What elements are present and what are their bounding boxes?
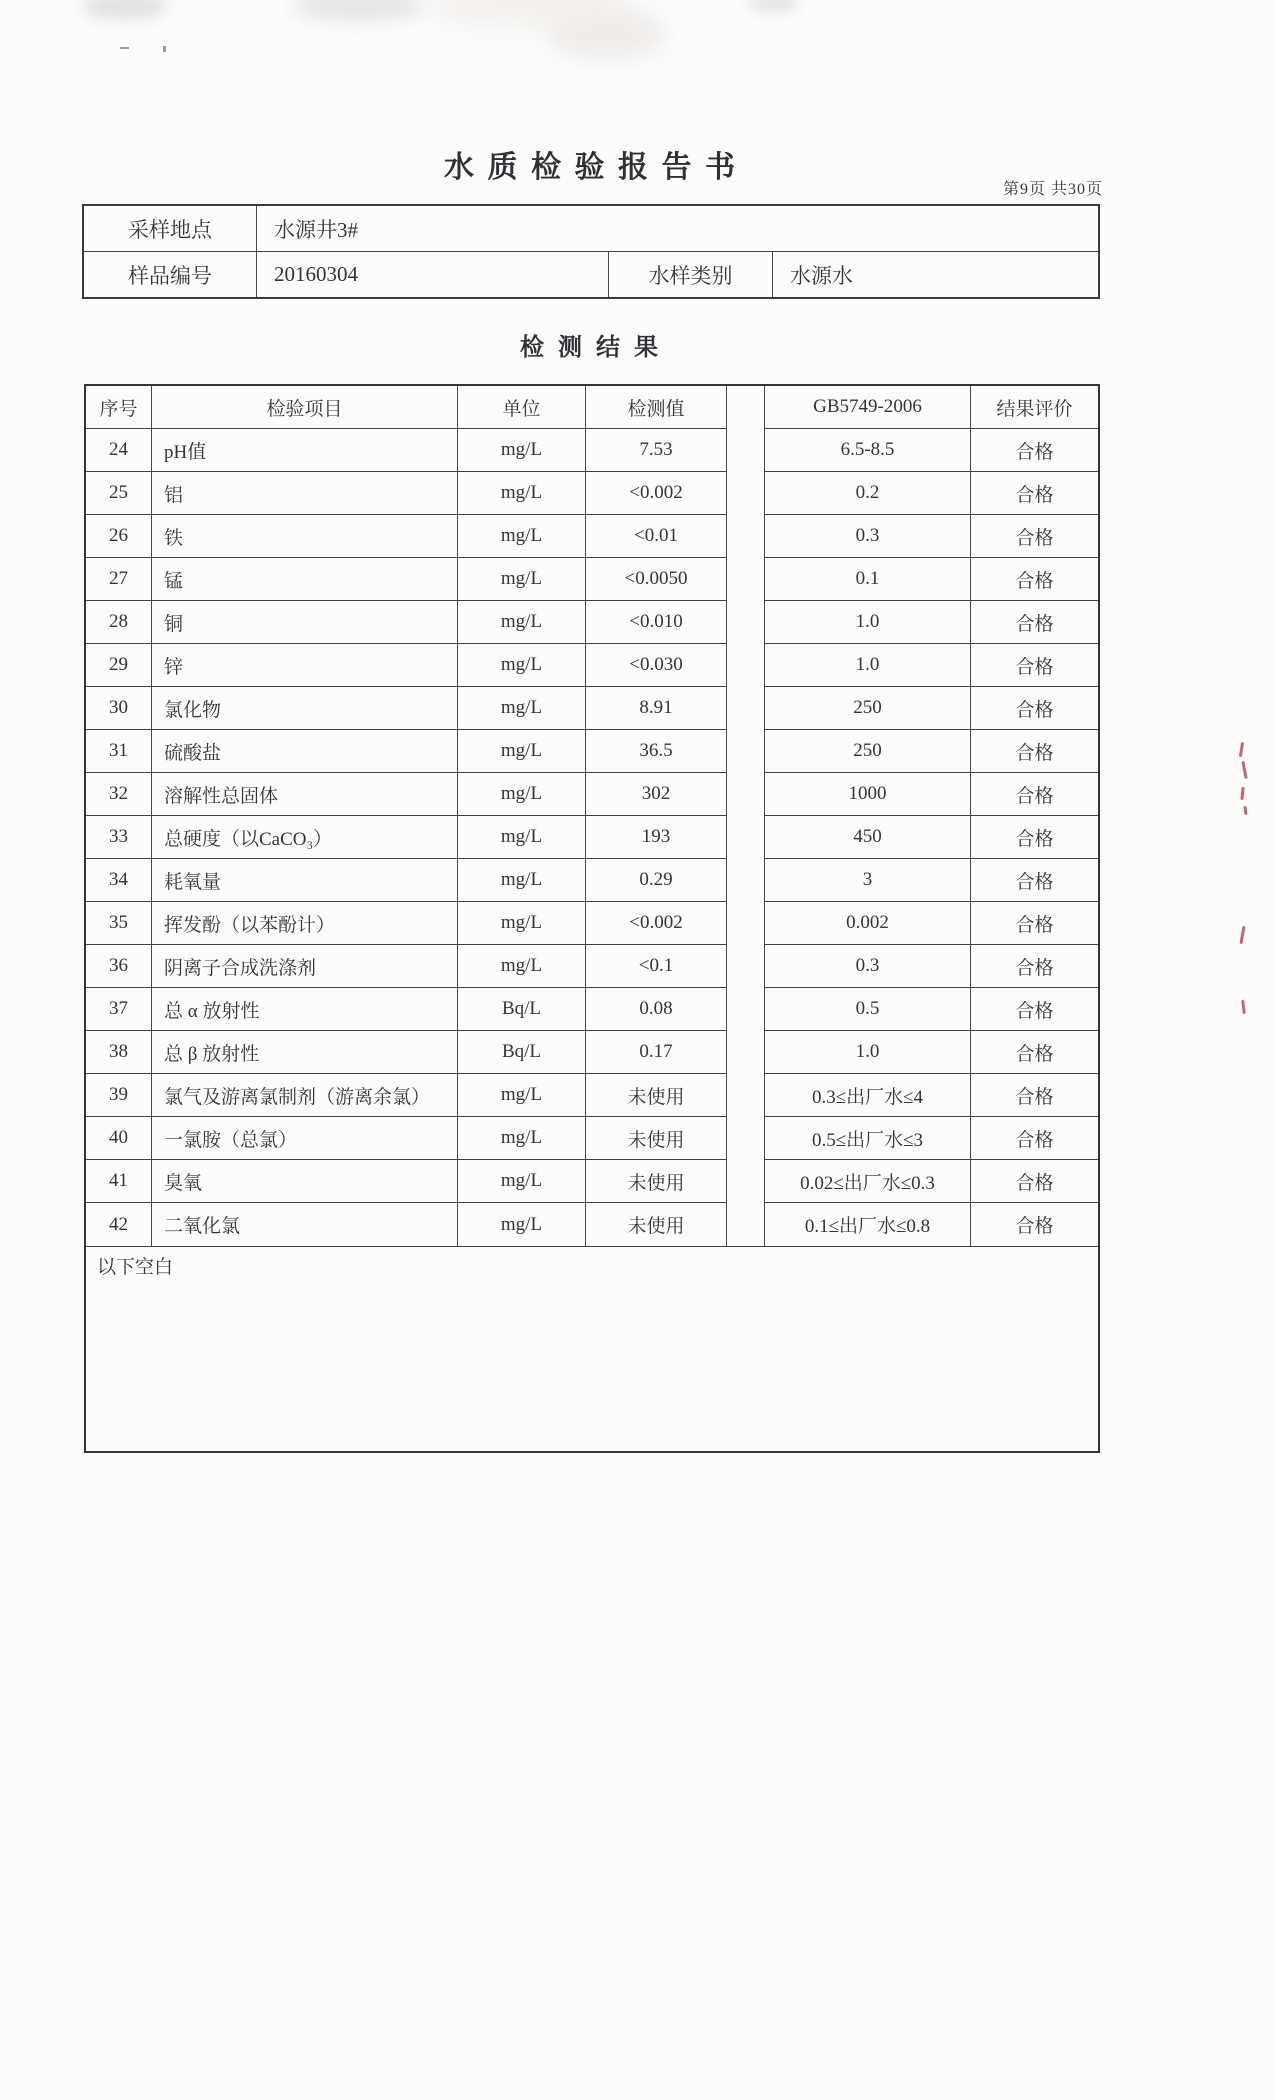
gap-column [727, 1031, 765, 1074]
cell-no: 27 [86, 558, 152, 601]
cell-standard: 0.002 [765, 902, 971, 945]
cell-unit: mg/L [458, 1203, 586, 1246]
cell-value: 0.29 [586, 859, 727, 902]
gap-column [727, 1074, 765, 1117]
gap-column [727, 816, 765, 859]
red-pen-mark [1239, 742, 1244, 757]
scan-smudge [548, 8, 666, 60]
cell-evaluation: 合格 [971, 902, 1098, 945]
cell-unit: mg/L [458, 902, 586, 945]
table-row [86, 558, 1098, 601]
cell-item: 耗氧量 [152, 859, 458, 902]
cell-item: 锰 [152, 558, 458, 601]
cell-value: 193 [586, 816, 727, 859]
gap-column [727, 988, 765, 1031]
table-row [86, 1031, 1098, 1074]
sample-number-value: 20160304 [257, 252, 609, 297]
table-row [86, 730, 1098, 773]
gap-column [727, 386, 765, 429]
table-row [86, 816, 1098, 859]
sample-info-table [82, 204, 1100, 299]
cell-unit: mg/L [458, 1117, 586, 1160]
cell-evaluation: 合格 [971, 429, 1098, 472]
cell-value: 302 [586, 773, 727, 816]
cell-no: 34 [86, 859, 152, 902]
cell-no: 36 [86, 945, 152, 988]
cell-value: <0.01 [586, 515, 727, 558]
sampling-location-value: 水源井3# [274, 217, 358, 242]
red-pen-mark [1243, 806, 1247, 815]
header-value: 检测值 [586, 386, 727, 429]
scan-speck [163, 46, 166, 52]
cell-item: 氯气及游离氯制剂（游离余氯） [152, 1074, 458, 1117]
cell-evaluation: 合格 [971, 1074, 1098, 1117]
cell-value: <0.010 [586, 601, 727, 644]
cell-unit: mg/L [458, 773, 586, 816]
cell-value: 未使用 [586, 1203, 727, 1246]
cell-standard: 6.5-8.5 [765, 429, 971, 472]
cell-unit: mg/L [458, 429, 586, 472]
sampling-location-label: 采样地点 [84, 206, 257, 251]
cell-evaluation: 合格 [971, 1160, 1098, 1203]
cell-no: 26 [86, 515, 152, 558]
table-row [86, 859, 1098, 902]
header-no: 序号 [86, 386, 152, 429]
cell-evaluation: 合格 [1015, 1216, 1054, 1237]
cell-standard: 250 [765, 687, 971, 730]
red-pen-mark [1241, 1000, 1246, 1014]
cell-item: 臭氧 [152, 1160, 458, 1203]
results-header-row [86, 386, 1098, 429]
cell-item: 二氧化氯 [152, 1203, 458, 1246]
section-title: 检 测 结 果 [520, 335, 662, 361]
cell-unit: mg/L [458, 687, 586, 730]
cell-evaluation: 合格 [971, 816, 1098, 859]
table-row [86, 988, 1098, 1031]
cell-evaluation: 合格 [971, 773, 1098, 816]
cell-item: 锌 [152, 644, 458, 687]
cell-value: <0.030 [586, 644, 727, 687]
cell-item: 铁 [152, 515, 458, 558]
cell-standard: 0.3≤出厂水≤4 [765, 1074, 971, 1117]
cell-value: 0.17 [586, 1031, 727, 1074]
gap-column [727, 601, 765, 644]
cell-value: <0.0050 [586, 558, 727, 601]
header-unit: 单位 [458, 386, 586, 429]
table-row [86, 773, 1098, 816]
cell-value: <0.002 [586, 472, 727, 515]
cell-item: 总硬度（以CaCO₃） [152, 816, 458, 859]
table-row [86, 429, 1098, 472]
cell-evaluation: 合格 [971, 601, 1098, 644]
cell-standard: 3 [765, 859, 971, 902]
gap-column [727, 773, 765, 816]
cell-no: 38 [86, 1031, 152, 1074]
red-pen-mark [1240, 787, 1244, 800]
cell-item: 总 β 放射性 [152, 1031, 458, 1074]
cell-standard: 0.1 [765, 558, 971, 601]
cell-no: 25 [86, 472, 152, 515]
cell-value: 未使用 [586, 1074, 727, 1117]
gap-column [727, 730, 765, 773]
water-type-value: 水源水 [790, 263, 853, 288]
cell-item: 铝 [152, 472, 458, 515]
cell-item: 硫酸盐 [152, 730, 458, 773]
cell-value: 0.08 [586, 988, 727, 1031]
table-row [86, 945, 1098, 988]
cell-standard: 1.0 [765, 1031, 971, 1074]
cell-item: 溶解性总固体 [152, 773, 458, 816]
red-pen-mark [1239, 926, 1245, 944]
cell-evaluation: 合格 [971, 945, 1098, 988]
cell-evaluation: 合格 [971, 644, 1098, 687]
cell-standard: 1000 [765, 773, 971, 816]
scan-smudge [430, 0, 630, 26]
cell-value: 未使用 [586, 1160, 727, 1203]
page-number: 第9页 共30页 [1002, 181, 1103, 198]
cell-unit: mg/L [458, 1074, 586, 1117]
scan-smudge [748, 0, 800, 12]
gap-column [727, 429, 765, 472]
cell-evaluation: 合格 [971, 472, 1098, 515]
cell-evaluation: 合格 [971, 687, 1098, 730]
cell-no: 40 [86, 1117, 152, 1160]
cell-value: 7.53 [586, 429, 727, 472]
cell-unit: mg/L [458, 816, 586, 859]
report-title: 水 质 检 验 报 告 书 [444, 151, 738, 184]
cell-value: 未使用 [586, 1117, 727, 1160]
gap-column [727, 644, 765, 687]
scan-smudge [82, 0, 168, 20]
gap-column [727, 902, 765, 945]
cell-standard: 0.2 [765, 472, 971, 515]
gap-column [727, 1117, 765, 1160]
cell-standard: 250 [765, 730, 971, 773]
cell-evaluation: 合格 [971, 515, 1098, 558]
red-pen-mark [1241, 761, 1247, 779]
cell-standard: 0.02≤出厂水≤0.3 [765, 1160, 971, 1203]
cell-standard: 0.1≤出厂水≤0.8 [765, 1203, 971, 1246]
cell-no: 31 [86, 730, 152, 773]
gap-column [727, 1160, 765, 1203]
cell-standard: 0.3 [765, 945, 971, 988]
table-row [86, 902, 1098, 945]
cell-standard: 1.0 [765, 644, 971, 687]
cell-value: 36.5 [586, 730, 727, 773]
header-standard: GB5749-2006 [765, 386, 971, 429]
table-row [86, 687, 1098, 730]
gap-column [727, 515, 765, 558]
cell-no: 33 [86, 816, 152, 859]
cell-evaluation: 合格 [971, 558, 1098, 601]
blank-note: 以下空白 [97, 1257, 174, 1278]
results-table [84, 384, 1100, 1453]
cell-unit: mg/L [458, 644, 586, 687]
cell-item: 总 α 放射性 [152, 988, 458, 1031]
table-row [86, 515, 1098, 558]
cell-item: 一氯胺（总氯） [152, 1117, 458, 1160]
table-row [86, 472, 1098, 515]
cell-evaluation: 合格 [971, 859, 1098, 902]
header-evaluation: 结果评价 [971, 386, 1098, 429]
table-row [86, 1203, 1098, 1246]
sample-number-row [84, 251, 1098, 297]
cell-no: 24 [86, 429, 152, 472]
cell-no: 29 [86, 644, 152, 687]
cell-item: pH值 [152, 429, 458, 472]
cell-evaluation: 合格 [971, 1031, 1098, 1074]
cell-value: <0.002 [586, 902, 727, 945]
sample-location-row [84, 206, 1098, 251]
cell-no: 30 [86, 687, 152, 730]
cell-standard: 450 [765, 816, 971, 859]
cell-evaluation: 合格 [971, 1117, 1098, 1160]
cell-unit: mg/L [458, 472, 586, 515]
water-type-label: 水样类别 [609, 252, 773, 297]
gap-column [727, 558, 765, 601]
gap-column [727, 1203, 765, 1246]
cell-value: <0.1 [586, 945, 727, 988]
cell-standard: 1.0 [765, 601, 971, 644]
cell-unit: mg/L [458, 601, 586, 644]
table-row [86, 644, 1098, 687]
cell-no: 41 [86, 1160, 152, 1203]
sample-number-label: 样品编号 [84, 252, 257, 297]
cell-unit: mg/L [458, 945, 586, 988]
cell-no: 37 [86, 988, 152, 1031]
gap-column [727, 859, 765, 902]
cell-standard: 0.3 [765, 515, 971, 558]
cell-standard: 0.5≤出厂水≤3 [765, 1117, 971, 1160]
cell-unit: mg/L [458, 515, 586, 558]
table-row [86, 1074, 1098, 1117]
scan-smudge [292, 0, 424, 22]
cell-no: 39 [86, 1074, 152, 1117]
cell-value: 8.91 [586, 687, 727, 730]
table-row [86, 601, 1098, 644]
blank-area [86, 1246, 1098, 1451]
header-item: 检验项目 [152, 386, 458, 429]
cell-unit: Bq/L [458, 1031, 586, 1074]
cell-evaluation: 合格 [971, 730, 1098, 773]
cell-item: 阴离子合成洗涤剂 [152, 945, 458, 988]
scan-speck [120, 47, 129, 49]
gap-column [727, 945, 765, 988]
cell-no: 32 [86, 773, 152, 816]
cell-unit: mg/L [458, 558, 586, 601]
table-row [86, 1117, 1098, 1160]
cell-no: 28 [86, 601, 152, 644]
cell-unit: mg/L [458, 730, 586, 773]
cell-no: 35 [86, 902, 152, 945]
cell-item: 铜 [152, 601, 458, 644]
gap-column [727, 687, 765, 730]
cell-item: 挥发酚（以苯酚计） [152, 902, 458, 945]
cell-no: 42 [86, 1203, 152, 1246]
cell-unit: mg/L [458, 1160, 586, 1203]
results-rows [86, 429, 1098, 1246]
table-row [86, 1160, 1098, 1203]
cell-evaluation: 合格 [971, 988, 1098, 1031]
cell-item: 氯化物 [152, 687, 458, 730]
gap-column [727, 472, 765, 515]
cell-unit: Bq/L [458, 988, 586, 1031]
cell-standard: 0.5 [765, 988, 971, 1031]
cell-unit: mg/L [458, 859, 586, 902]
